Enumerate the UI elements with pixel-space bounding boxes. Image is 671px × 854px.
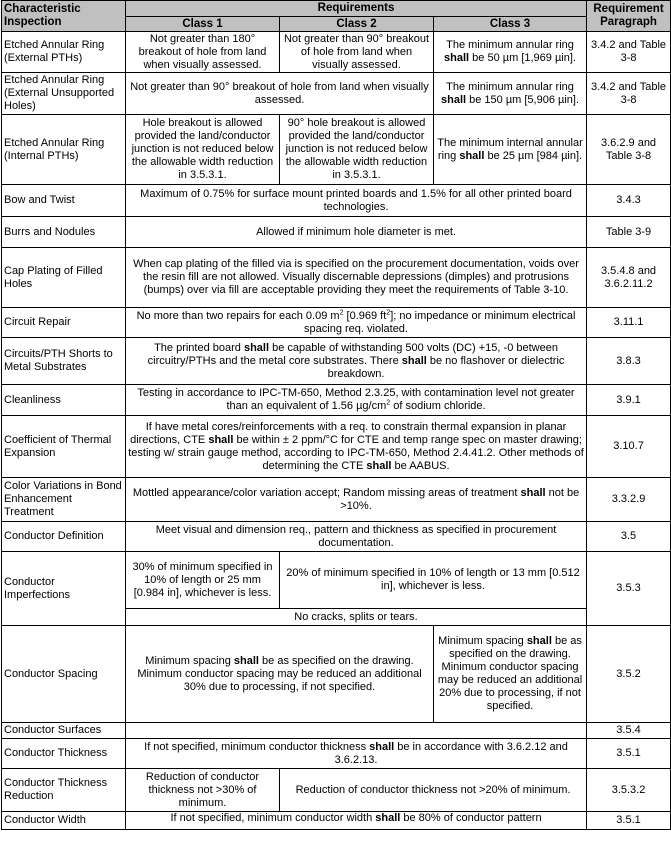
requirement-cell — [126, 416, 587, 478]
class-1-cell: 30% of minimum specified in 10% of length or 25 mm [0.984 in], whichever is less. — [126, 552, 280, 609]
superscript: 2 — [386, 399, 391, 407]
table-row — [2, 115, 671, 185]
text-run: The minimum annular ring — [446, 39, 574, 51]
requirement-cell — [126, 308, 587, 338]
characteristic-cell: Circuit Repair — [2, 308, 126, 338]
requirement-cell — [126, 385, 587, 416]
requirement-cell — [126, 739, 587, 769]
class-3-cell — [434, 626, 587, 723]
table-row — [2, 248, 671, 308]
characteristic-cell: Conductor Surfaces — [2, 723, 126, 739]
text-run: be no flashover or dielectric breakdown. — [327, 354, 565, 380]
paragraph-cell: 3.5.1 — [587, 812, 671, 830]
shall-keyword: shall — [243, 341, 270, 354]
characteristic-cell: Conductor Thickness Reduction — [2, 769, 126, 812]
paragraph-cell: Table 3-9 — [587, 217, 671, 248]
class-2-cell: Not greater than 90° breakout of hole from land when visually assessed. — [280, 32, 434, 73]
text-run: be as specified on the drawing. Minimum conductor spacing may be reduced an additional 20% due to processing, if not specified. — [437, 635, 583, 712]
paragraph-cell: 3.6.2.9 and Table 3-8 — [587, 115, 671, 185]
header-characteristic: Characteristic Inspection — [2, 1, 126, 32]
paragraph-cell: 3.5.4 — [587, 723, 671, 739]
shall-keyword: shall — [444, 52, 470, 64]
header-class-1: Class 1 — [126, 17, 280, 32]
requirement-cell — [126, 478, 587, 522]
paragraph-cell: 3.4.2 and Table 3-8 — [587, 73, 671, 115]
characteristic-cell: Color Variations in Bond Enhancement Treatment — [2, 478, 126, 522]
text-run: Minimum spacing — [438, 635, 527, 647]
table-row — [2, 217, 671, 248]
paragraph-cell: 3.4.3 — [587, 185, 671, 217]
table-row — [2, 723, 671, 739]
characteristic-cell: Cap Plating of Filled Holes — [2, 248, 126, 308]
header-requirements: Requirements — [126, 1, 587, 17]
text-run: Testing in accordance to IPC-TM-650, Method 2.3.25, with contamination level not greater than an equivalent of 1.56 µg/cm — [137, 387, 575, 412]
text-run: be in accordance with 3.6.2.12 and 3.6.2.13. — [334, 740, 568, 766]
characteristic-cell: Cleanliness — [2, 385, 126, 416]
table-row — [2, 626, 671, 723]
table-row — [2, 769, 671, 812]
paragraph-cell: 3.5.2 — [587, 626, 671, 723]
table-row — [2, 338, 671, 385]
class-1-2-cell: Not greater than 90° breakout of hole from land when visually assessed. — [126, 73, 434, 115]
requirement-cell: When cap plating of the filled via is specified on the procurement documentation, voids over the resin fill are not allowed. Visually discernable depressions (dimples) and protrusions (bumps) over via fill are acceptable providing they meet the requirements of Table 3-10. — [126, 248, 587, 308]
paragraph-cell: 3.5 — [587, 522, 671, 552]
text-run: be 80% of conductor pattern — [400, 812, 542, 824]
characteristic-cell: Conductor Thickness — [2, 739, 126, 769]
class-2-3-cell: Reduction of conductor thickness not >20% of minimum. — [280, 769, 587, 812]
text-run: be 50 µm [1,969 µin]. — [469, 52, 576, 64]
text-run: ]; no impedance or minimum electrical spacing req. violated. — [304, 309, 576, 335]
characteristic-cell: Etched Annular Ring (External Unsupported Holes) — [2, 73, 126, 115]
requirement-cell: Meet visual and dimension req., pattern and thickness as specified in procurement documentation. — [126, 522, 587, 552]
text-run: be AABUS. — [391, 459, 450, 472]
shall-keyword: shall — [375, 812, 401, 824]
header-paragraph: Requirement Paragraph — [587, 1, 671, 32]
text-run: The minimum internal annular ring — [437, 136, 583, 162]
characteristic-cell: Etched Annular Ring (External PTHs) — [2, 32, 126, 73]
paragraph-cell: 3.5.3 — [587, 552, 671, 626]
text-run: The minimum annular ring — [446, 80, 574, 93]
text-run: be 25 µm [984 µin]. — [484, 149, 583, 162]
text-run: If not specified, minimum conductor thickness — [144, 740, 370, 753]
characteristic-cell: Conductor Imperfections — [2, 552, 126, 626]
shall-keyword: shall — [440, 93, 467, 106]
text-run: The printed board — [154, 341, 244, 354]
shall-keyword: shall — [208, 433, 234, 446]
table-row — [2, 416, 671, 478]
paragraph-cell: 3.3.2.9 — [587, 478, 671, 522]
shall-keyword: shall — [366, 459, 392, 472]
requirements-table — [1, 0, 671, 830]
text-run: If have metal cores/reinforcements with a req. to constrain thermal expansion in planar directions, CTE — [130, 420, 567, 446]
text-run: Mottled appearance/color variation accept; Random missing areas of treatment — [132, 486, 521, 499]
header-class-2: Class 2 — [280, 17, 434, 32]
paragraph-cell: 3.5.3.2 — [587, 769, 671, 812]
paragraph-cell: 3.11.1 — [587, 308, 671, 338]
shall-keyword: shall — [520, 486, 546, 499]
text-run: be as specified on the drawing. Minimum conductor spacing may be reduced an additional 30% due to processing, if not specified. — [137, 654, 422, 693]
table-row — [2, 185, 671, 217]
class-3-cell — [434, 32, 587, 73]
text-run: Minimum spacing — [145, 654, 234, 667]
table-row — [2, 478, 671, 522]
table-row — [2, 385, 671, 416]
class-1-2-cell — [126, 626, 434, 723]
class-1-cell: Not greater than 180° breakout of hole from land when visually assessed. — [126, 32, 280, 73]
requirement-cell — [126, 812, 587, 830]
text-run: be capable of withstanding 500 volts (DC) +15, -0 between circuitry/PTHs and the metal core substrates. There — [147, 341, 558, 367]
class-3-cell — [434, 115, 587, 185]
table-row — [2, 739, 671, 769]
characteristic-cell: Coefficient of Thermal Expansion — [2, 416, 126, 478]
paragraph-cell: 3.8.3 — [587, 338, 671, 385]
paragraph-cell: 3.9.1 — [587, 385, 671, 416]
requirement-cell: Allowed if minimum hole diameter is met. — [126, 217, 587, 248]
table-row — [2, 32, 671, 73]
class-1-cell: Hole breakout is allowed provided the land/conductor junction is not reduced below the allowable width reduction in 3.5.3.1. — [126, 115, 280, 185]
characteristic-cell: Conductor Spacing — [2, 626, 126, 723]
class-1-cell: Reduction of conductor thickness not >30% of minimum. — [126, 769, 280, 812]
shall-keyword: shall — [459, 149, 485, 162]
characteristic-cell: Burrs and Nodules — [2, 217, 126, 248]
superscript: 2 — [339, 308, 344, 316]
class-3-cell — [434, 73, 587, 115]
shall-keyword: shall — [233, 654, 259, 667]
table-row — [2, 308, 671, 338]
all-classes-cell: No cracks, splits or tears. — [126, 609, 587, 626]
text-run: be 150 µm [5,906 µin]. — [466, 93, 580, 106]
paragraph-cell: 3.5.1 — [587, 739, 671, 769]
requirement-cell — [126, 723, 587, 739]
class-2-3-cell: 20% of minimum specified in 10% of length or 13 mm [0.512 in], whichever is less. — [280, 552, 587, 609]
table-row — [2, 73, 671, 115]
text-run: be within ± 2 ppm/°C for CTE and temp range spec on master drawing; testing w/ strain gauge method, according to IPC-TM-650, Method 2.4.41.2. Other methods of determining the CTE — [128, 433, 584, 472]
text-run: No more than two repairs for each 0.09 m — [136, 309, 340, 322]
characteristic-cell: Bow and Twist — [2, 185, 126, 217]
shall-keyword: shall — [369, 740, 395, 753]
characteristic-cell: Circuits/PTH Shorts to Metal Substrates — [2, 338, 126, 385]
table-row — [2, 812, 671, 830]
class-2-cell: 90° hole breakout is allowed provided the land/conductor junction is not reduced below the allowable width reduction in 3.5.3.1. — [280, 115, 434, 185]
paragraph-cell: 3.10.7 — [587, 416, 671, 478]
characteristic-cell: Conductor Width — [2, 812, 126, 830]
characteristic-cell: Etched Annular Ring (Internal PTHs) — [2, 115, 126, 185]
shall-keyword: shall — [401, 354, 427, 367]
table-row — [2, 552, 671, 609]
header-class-3: Class 3 — [434, 17, 587, 32]
shall-keyword: shall — [526, 635, 552, 647]
paragraph-cell: 3.4.2 and Table 3-8 — [587, 32, 671, 73]
text-run: of sodium chloride. — [390, 400, 486, 412]
characteristic-cell: Conductor Definition — [2, 522, 126, 552]
superscript: 2 — [386, 308, 391, 316]
text-run: If not specified, minimum conductor width — [170, 812, 376, 824]
paragraph-cell: 3.5.4.8 and 3.6.2.11.2 — [587, 248, 671, 308]
table-row — [2, 522, 671, 552]
requirement-cell — [126, 338, 587, 385]
text-run: [0.969 ft — [343, 309, 387, 322]
requirement-cell: Maximum of 0.75% for surface mount printed boards and 1.5% for all other printed board technologies. — [126, 185, 587, 217]
text-run: not be >10%. — [340, 486, 580, 512]
